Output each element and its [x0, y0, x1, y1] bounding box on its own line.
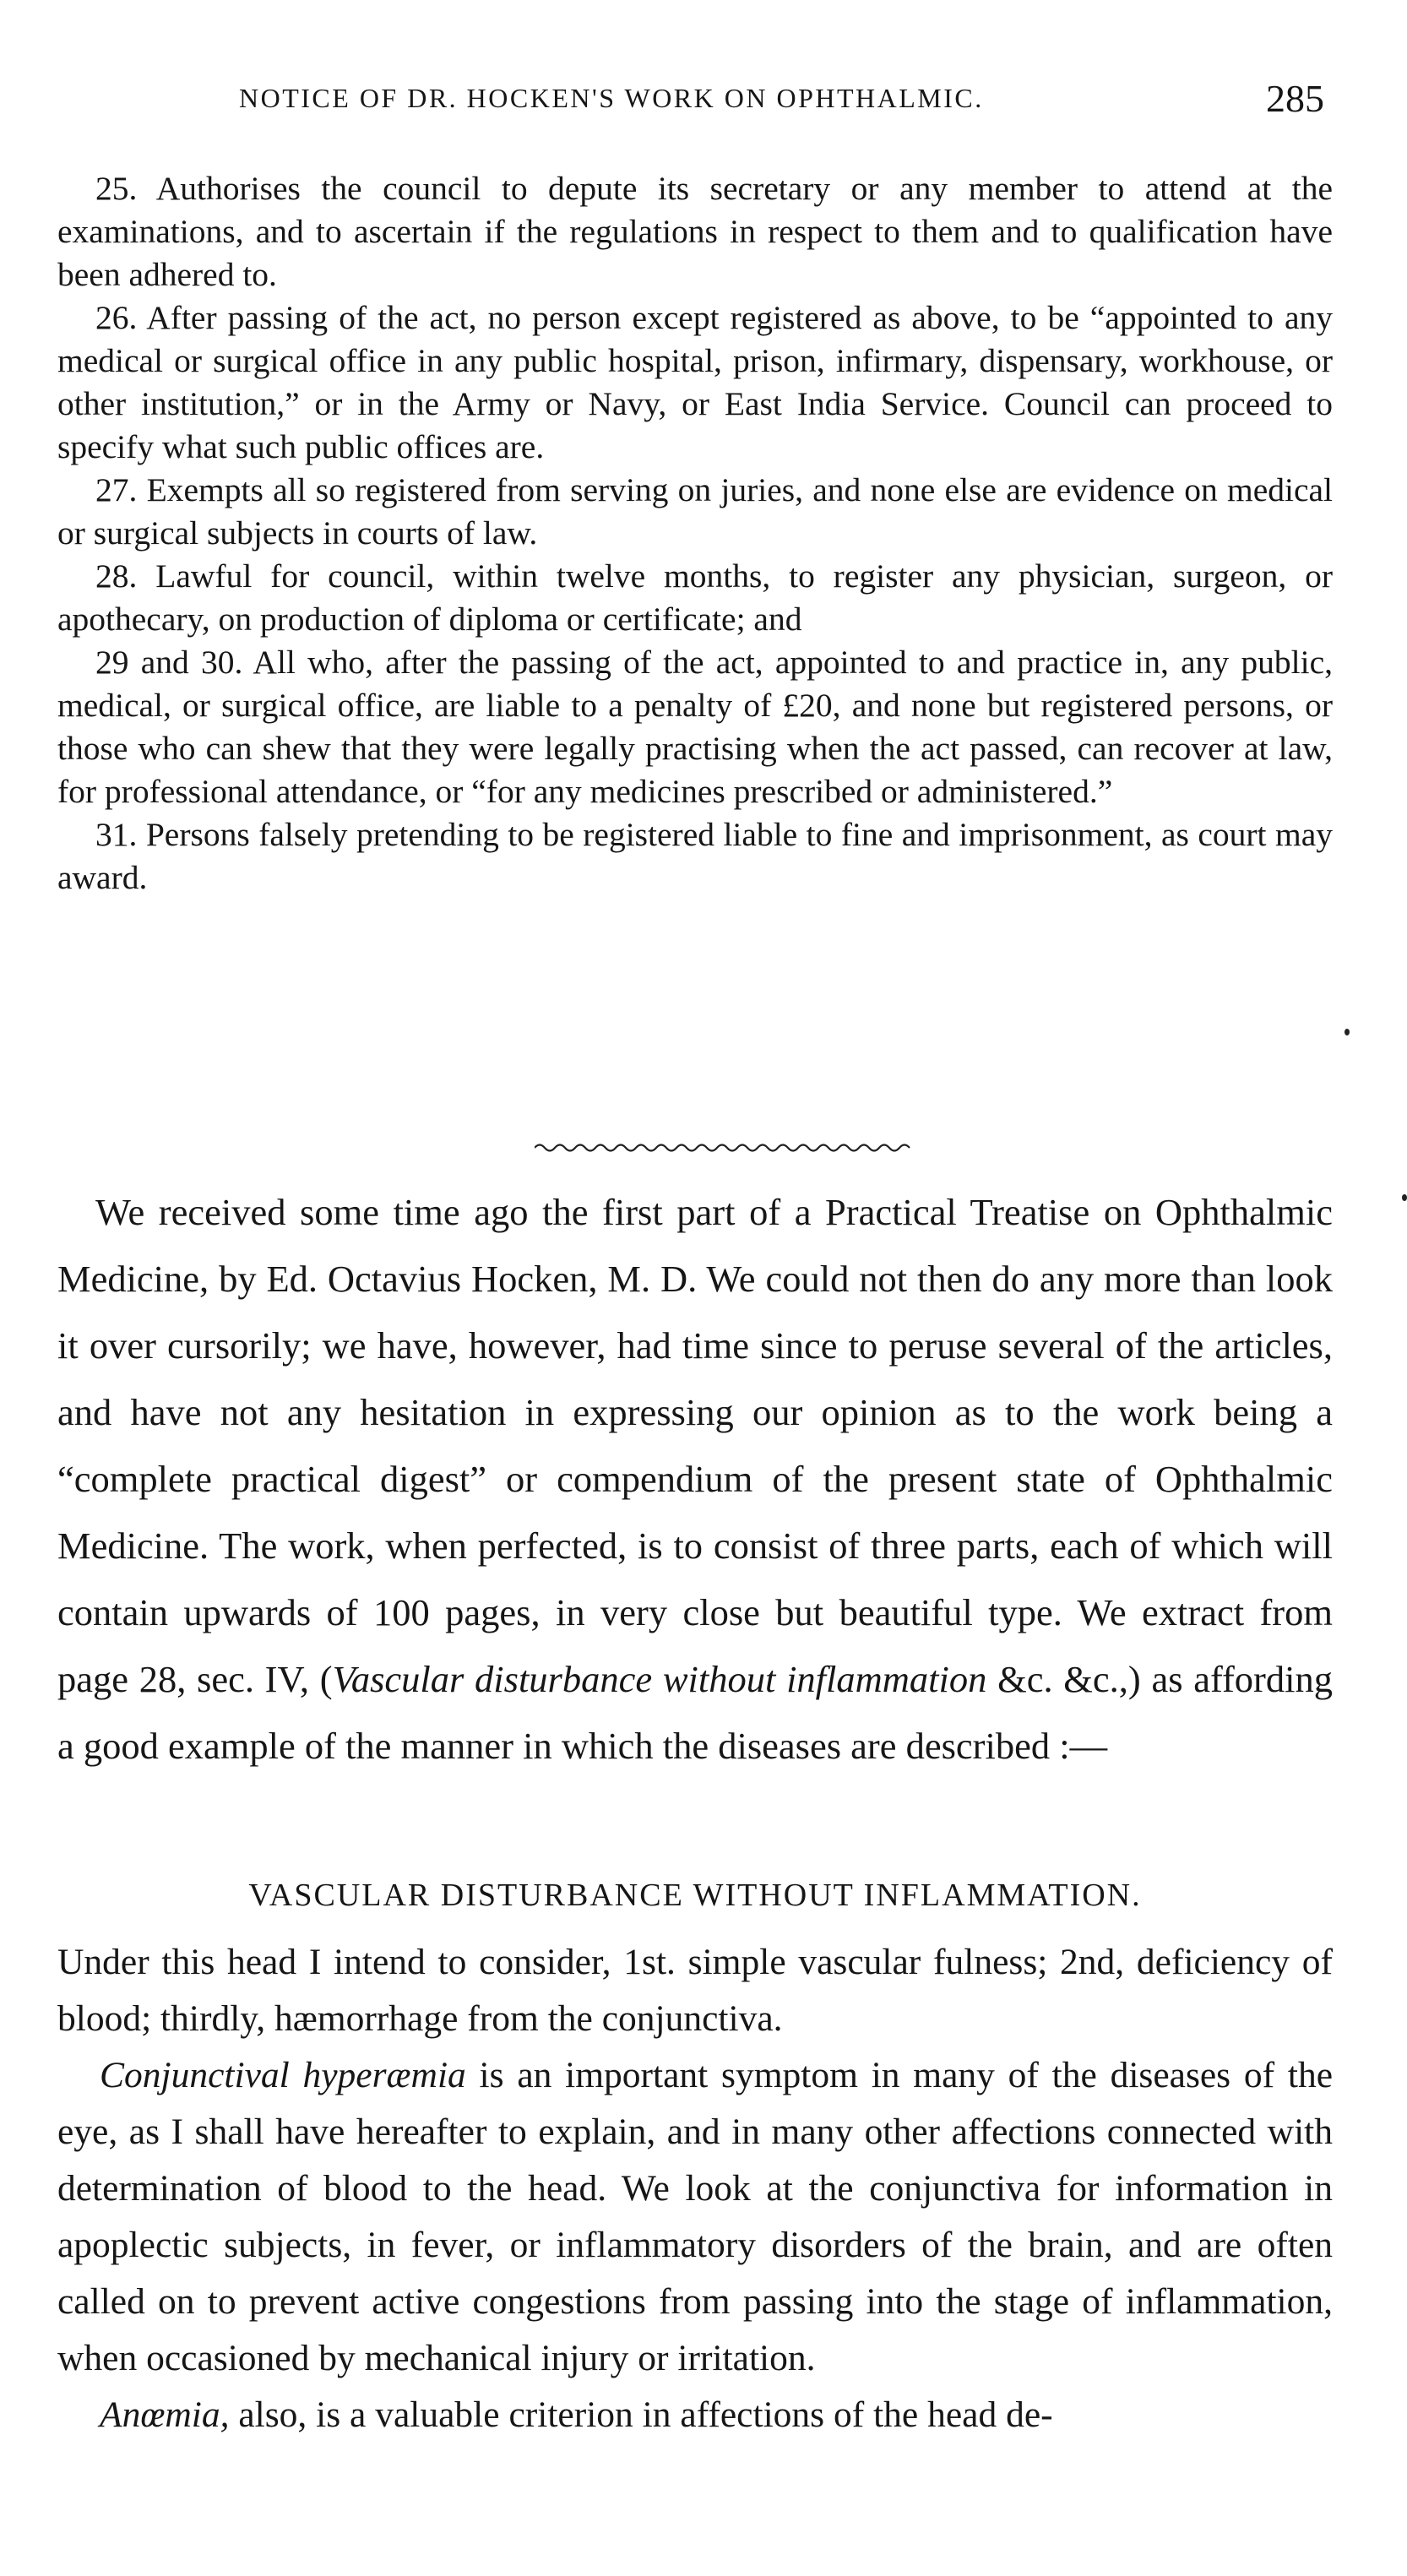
regulations-list: [57, 167, 1333, 899]
regulation-27: 27. Exempts all so registered from serving on juries, and none else are evidence on medical or surgical subjects in courts of law.: [57, 471, 1333, 552]
regulation-25: 25. Authorises the council to depute its secretary or any member to attend at the examinations, and to ascertain if the regulations in respect to them and to qualification have been adhered to.: [57, 170, 1333, 293]
page: [57, 0, 1333, 2576]
review-italic-reference: Vascular disturbance without inflammation: [332, 1658, 987, 1700]
regulation-26: 26. After passing of the act, no person except registered as above, to be “appointed to any medical or surgical office in any public hospital, prison, infirmary, dispensary, workhouse, or other institution,” or in the Army or Navy, or East India Service. Council can proceed to specify what such public offices are.: [57, 299, 1333, 465]
page-number: 285: [1266, 77, 1324, 120]
extract-paragraph-2-text: is an important symptom in many of the diseases of the eye, as I shall have hereafter to explain, and in many other affections connected with determination of blood to the head. We look at the conjunctiva for information in apoplectic subjects, in fever, or inflammatory disorders of the brain, and are often called on to prevent active congestions from passing into the stage of inflammation, when occasioned by mechanical injury or irritation.: [57, 2055, 1333, 2378]
print-speck: [1402, 1194, 1407, 1201]
review-outro: &c. &c.,) as affording a good example of the manner in which the diseases are described :—: [57, 1658, 1333, 1767]
extract-paragraph-1: Under this head I intend to consider, 1st. simple vascular fulness; 2nd, deficiency of blood; thirdly, hæmorrhage from the conjunctiva.: [57, 1942, 1333, 2039]
wavy-divider: [535, 1140, 915, 1155]
running-title: NOTICE OF DR. HOCKEN'S WORK ON OPHTHALMIC.: [239, 83, 984, 113]
regulation-29-30: 29 and 30. All who, after the passing of the act, appointed to and practice in, any public, medical, or surgical office, are liable to a penalty of £20, and none but registered persons, or those who can shew that they were legally practising when the act passed, can recover at law, for professional attendance, or “for any medicines prescribed or administered.”: [57, 644, 1333, 810]
regulation-28: 28. Lawful for council, within twelve months, to register any physician, surgeon, or apothecary, on production of diploma or certificate; and: [57, 557, 1333, 638]
extract-paragraph-3-text: also, is a valuable criterion in affections of the head de-: [229, 2394, 1053, 2435]
review-paragraph: [57, 1179, 1333, 1780]
review-notice: [57, 1179, 1333, 1780]
extract-paragraph-3: [57, 2387, 1333, 2443]
running-head: [57, 77, 1333, 133]
extract-body: [57, 1934, 1333, 2443]
term-anaemia: Anœmia,: [100, 2394, 230, 2435]
extract-paragraph-2: [57, 2047, 1333, 2387]
print-speck: [1345, 1029, 1350, 1035]
term-conjunctival-hyperaemia: Conjunctival hyperæmia: [100, 2055, 466, 2095]
regulation-31: 31. Persons falsely pretending to be registered liable to fine and imprisonment, as court may award.: [57, 816, 1333, 896]
section-heading: VASCULAR DISTURBANCE WITHOUT INFLAMMATION.: [248, 1878, 1142, 1913]
review-intro: We received some time ago the first part of a Practical Treatise on Ophthalmic Medicine, by Ed. Octavius Hocken, M. D. We could not then do any more than look it over cursorily; we have, however, had time since to peruse several of the articles, and have not any hesitation in expressing our opinion as to the work being a “complete practical digest” or compendium of the present state of Ophthalmic Medicine. The work, when perfected, is to consist of three parts, each of which will contain upwards of 100 pages, in very close but beautiful type. We extract from page 28, sec. IV, (: [57, 1191, 1333, 1700]
